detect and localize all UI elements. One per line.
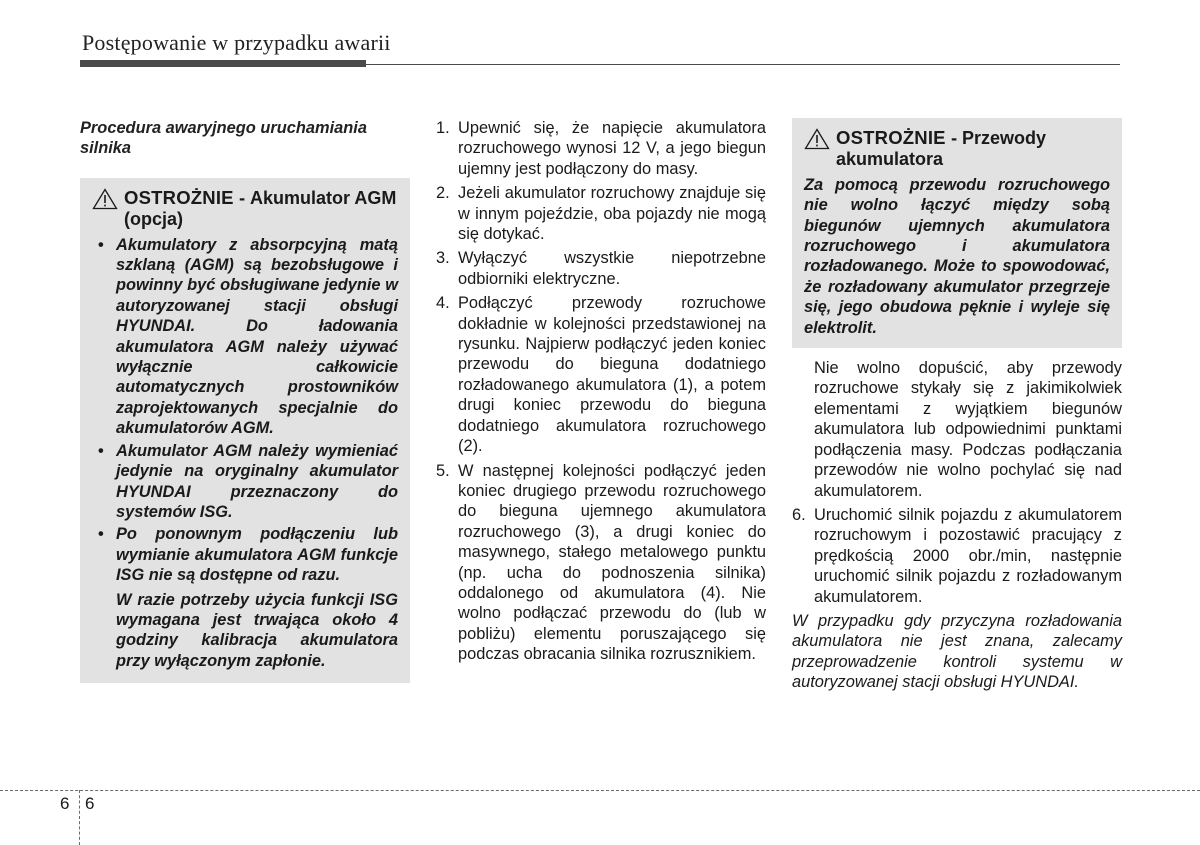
step-text: Upewnić się, że napięcie akumulatora rozruchowego wynosi 12 V, a jego biegun ujemny jest podłączony do masy. [458,119,766,178]
caution-bullet-continuation: W razie potrzeby użycia funkcji ISG wymagana jest trwająca około 4 godziny kalibracja akumulatora przy wyłączonym zapłonie. [116,590,398,670]
caution-panel-agm [80,178,410,683]
step-text: Jeżeli akumulator rozruchowy znajduje się w innym pojeździe, oba pojazdy nie mogą się dotykać. [458,184,766,244]
procedure-step [436,293,766,456]
step-text: Wyłączyć wszystkie niepotrzebne odbiorniki elektryczne. [458,249,766,288]
caution-bullet-list [92,235,398,586]
warning-triangle-icon [92,188,118,210]
caution-subject-line2: akumulatora [836,149,944,170]
right-column [792,118,1122,693]
procedure-step [436,461,766,665]
caution-title-text [124,188,398,231]
caution-title-text [836,128,1046,171]
caution-bullet: • Akumulator AGM należy wymieniać jedynie na oryginalny akumulator HYUNDAI przeznaczony do systemów ISG. [92,441,398,523]
step-text: Podłączyć przewody rozruchowe dokładnie w kolejności przedstawionej na rysunku. Najpierw podłączyć jeden koniec przewodu do bieguna dodatniego rozładowanego akumulatora (1), a potem drugi koniec przewodu do bieguna dodatniego akumulatora rozruchowego (2). [458,294,766,456]
header-rule [80,64,1120,65]
section-subheading: Procedura awaryjnego uruchamiania silnika [80,119,367,158]
caution-label: OSTROŻNIE - [124,186,246,208]
caution-bullet: • Akumulatory z absorpcyjną matą szklaną (AGM) są bezobsługowe i powinny być obsługiwane jedynie w autoryzowanej stacji obsługi HYUNDAI. Do ładowania akumulatora AGM należy używać wyłącznie całkowicie automatycznych prostowników zaprojektowanych specjalnie do akumulatorów AGM. [92,235,398,439]
caution-subject: Akumulator AGM (opcja) [124,187,397,230]
caution-panel-cables [792,118,1122,348]
step-number: 5. [436,461,450,480]
step-continuation: Nie wolno dopuścić, aby przewody rozruchowe stykały się z jakimikolwiek elementami z wyjątkiem biegunów akumulatora lub odpowiednimi punktami podłączenia masy. Podczas podłączania przewodów nie wolno pochylać się nad akumulatorem. [814,359,1122,500]
caution-title [92,188,398,231]
page-number: 6 [85,794,95,813]
caution-label: OSTROŻNIE - [836,127,958,148]
procedure-steps [436,118,766,665]
italic-note: W przypadku gdy przyczyna rozładowania akumulatora nie jest znana, zalecamy przeprowadzenie kontroli systemu w autoryzowanej stacji obsługi HYUNDAI. [792,611,1122,692]
caution-bullet: • Po ponownym podłączeniu lub wymianie akumulatora AGM funkcje ISG nie są dostępne od razu. [92,524,398,585]
step-number: 4. [436,294,450,313]
procedure-step [436,183,766,244]
procedure-step [436,248,766,289]
step-number: 2. [436,184,450,203]
step-number: 3. [436,249,450,268]
footer-dashed-rule [0,790,1200,791]
procedure-step [436,118,766,179]
step-text: Uruchomić silnik pojazdu z akumulatorem rozruchowym i pozostawić pracujący z prędkością 2000 obr./min, następnie uruchomić silnik pojazdu z rozładowanym akumulatorem. [814,505,1122,606]
warning-triangle-icon [804,128,830,150]
procedure-steps-continued [792,505,1122,607]
procedure-step [792,505,1122,607]
step-number: 1. [436,119,450,137]
caution-body: Za pomocą przewodu rozruchowego nie wolno łączyć między sobą biegunów ujemnych akumulatora rozruchowego i akumulatora rozładowanego. Może to spowodować, że rozładowany akumulator przegrzeje się, jego obudowa pęknie i wyleje się elektrolit. [804,175,1110,337]
caution-title [804,128,1110,171]
step-text: W następnej kolejności podłączyć jeden koniec drugiego przewodu rozruchowego do bieguna ujemnego akumulatora rozruchowego (3), a drugi koniec do masywnego, stałego metalowego punktu (np. ucha do podnoszenia silnika) oddalonego od akumulatora (4). Nie wolno podłączać przewodu do (lub w pobliżu) elementu poruszającego się podczas obracania silnika rozrusznikiem. [458,461,766,664]
step-number: 6. [792,505,806,524]
left-column [80,118,410,683]
section-number: 6 [60,794,70,813]
page-header-title: Postępowanie w przypadku awarii [82,30,391,55]
footer-vertical-dashed-rule [79,790,80,845]
caution-subject: Przewody [961,128,1047,148]
middle-column [436,118,766,669]
